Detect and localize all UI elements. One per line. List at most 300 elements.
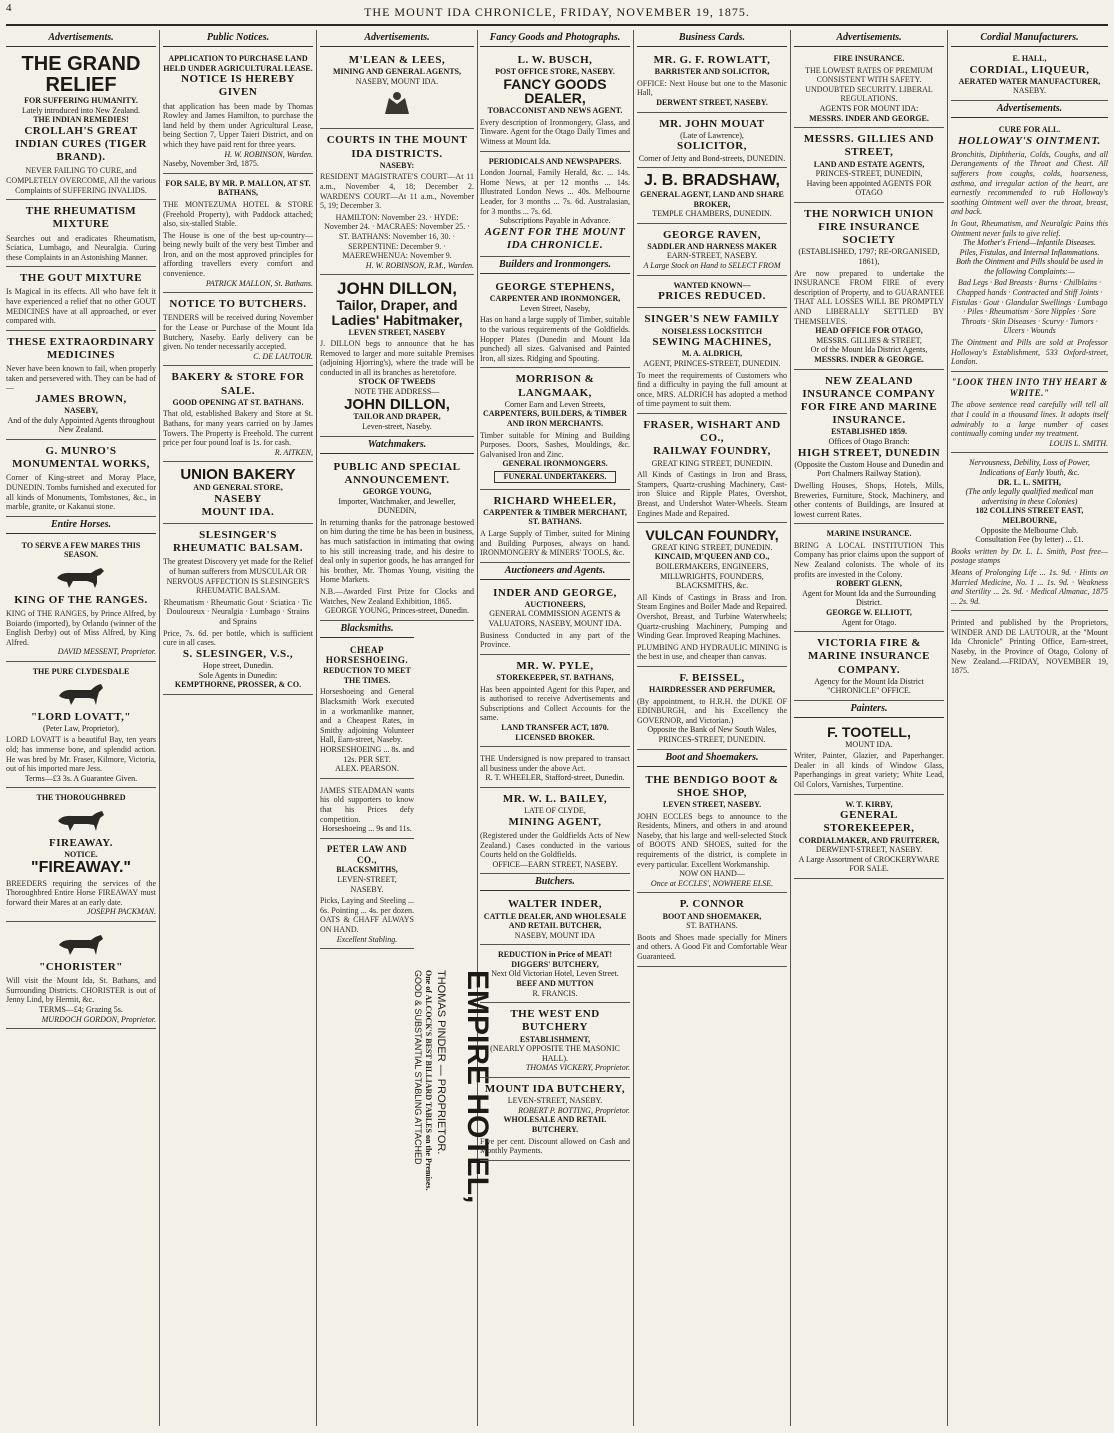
ad-address: Leven-street, Naseby. — [362, 422, 432, 431]
ad-monumental — [6, 442, 156, 517]
column-7 — [951, 30, 1108, 1426]
ad-trade: SOLICITOR, — [677, 140, 747, 153]
ad-body: Business Conducted in any part of the Province. — [480, 630, 630, 650]
ad-terms: TERMS—£4; Grazing 5s. — [39, 1004, 123, 1014]
ad-note: Sole Agents in Dunedin: — [198, 670, 278, 680]
ad-raven — [637, 226, 787, 276]
ad-subtitle: TAILOR AND DRAPER, — [353, 412, 441, 422]
ad-signature: JOSEPH PACKMAN. — [86, 907, 156, 917]
ad-note: (Opposite the Custom House and Dunedin and Port Chalmers Railway Station). — [794, 459, 944, 479]
ad-body: Searches out and eradicates Rheumatism, Sciatica, Lumbago, and Neuralgia. Curing these Complaints in an Astonishing Manner. — [6, 233, 156, 262]
ad-notice: NOTICE IS HEREBY GIVEN — [181, 73, 295, 99]
ad-victoria-insurance — [794, 634, 944, 701]
ad-agent: AGENT FOR THE MOUNT IDA CHRONICLE. — [484, 225, 626, 251]
ad-title: MR. W. L. BAILEY, — [502, 792, 608, 805]
ad-subtitle: LATE OF CLYDE, — [524, 806, 586, 816]
ad-title: THE PURE CLYDESDALE — [32, 667, 130, 677]
ad-vulcan-foundry — [637, 525, 787, 667]
ad-title: FANCY GOODS DEALER, — [503, 75, 607, 107]
ad-west-end-butchery — [480, 1005, 630, 1078]
imprint — [951, 613, 1108, 680]
section-heading: Watchmakers. — [320, 439, 474, 454]
ad-body: Every description of Ironmongery, Glass, and Tinware. Agent for the Otago Daily Times and Witness at Mount Ida. — [480, 117, 630, 146]
ad-beissel — [637, 669, 787, 750]
ad-note: Agent for Otago. — [841, 617, 897, 627]
ad-body: To meet the requirements of Customers who find a difficulty in paying the full amount at once, MRS. ALDRICH has adopted a method of time payment to suit them. — [637, 370, 787, 409]
ad-subtitle: BARRISTER AND SOLICITOR, — [654, 67, 770, 77]
section-heading: Advertisements. — [951, 103, 1108, 118]
ad-signature: GEORGE W. ELLIOTT, — [826, 608, 912, 618]
column-1 — [6, 30, 156, 1426]
ad-body: Dwelling Houses, Shops, Hotels, Mills, Breweries, Furniture, Stock, Machinery, and other contents of Buildings, are Insured at lowest current Rates. — [794, 480, 944, 519]
ad-subtitle: CATTLE DEALER, AND WHOLESALE AND RETAIL BUTCHER, — [483, 911, 627, 931]
ad-subtitle: CORDIALMAKER, AND FRUITERER, — [798, 835, 940, 845]
ad-fee: Consultation Fee (by letter) ... £1. — [975, 535, 1084, 545]
ad-rheumatism — [6, 202, 156, 267]
ad-title: THE BENDIGO BOOT & SHOE SHOP, — [645, 773, 779, 799]
ad-subtitle: FOR FIRE AND MARINE INSURANCE. — [800, 400, 938, 427]
ad-body: The Ointment and Pills are sold at Professor Holloway's Establishment, 533 Oxford-street, London. — [951, 338, 1108, 367]
ad-place: MOUNT IDA. — [845, 739, 893, 749]
ad-firm: KEMPTHORNE, PROSSER, & CO. — [174, 680, 302, 690]
ad-connor — [637, 895, 787, 966]
ad-land-application — [163, 51, 313, 174]
ad-body: JOHN ECCLES begs to announce to the Residents, Miners, and others in and around Naseby, that his large and well-selected Stock of BOOTS AND SHOES, suited for the requirements of the district, is complete in every particular. Excellent Workmanship. — [637, 811, 787, 869]
ad-note: NOTE THE ADDRESS— — [354, 387, 440, 397]
ad-body: Are now prepared to undertake the INSURANCE FROM FIRE of every description of Property, and to GUARANTEE THAT ALL LOSSES WILL BE PROMPTLY AND LIBERALLY SETTLED BY THEMSELVES. — [794, 268, 944, 326]
ad-office: Offices of Otago Branch: — [828, 436, 910, 446]
ad-body: Having been appointed AGENTS FOR OTAGO — [806, 178, 932, 198]
ad-subtitle: MINING AND GENERAL AGENTS, — [332, 67, 462, 77]
ad-title: FRASER, WISHART AND CO., — [643, 418, 781, 445]
ad-place: MOUNT IDA. — [201, 505, 275, 518]
ad-address: GREAT KING STREET, DUNEDIN. — [651, 458, 773, 468]
ad-john-dillon — [320, 277, 474, 436]
ad-body: Never have been known to fail, when properly taken and persevered with. They can be had of— — [6, 364, 156, 393]
ad-signature: H. W. ROBINSON, Warden. — [224, 149, 313, 159]
ad-note: NOW ON HAND— — [679, 869, 745, 879]
ad-lord-lovatt — [6, 664, 156, 788]
ad-title: MOUNT IDA BUTCHERY, — [484, 1083, 626, 1095]
ad-diggers-butchery — [480, 947, 630, 1003]
ad-note: Agent for Mount Ida and the Surrounding District. — [802, 588, 936, 608]
ad-title: GEORGE RAVEN, — [663, 228, 761, 241]
ad-signature: ROBERT P. BOTTING, Proprietor. — [518, 1105, 630, 1115]
ad-signature: C. DE LAUTOUR. — [253, 351, 313, 361]
ad-address: TEMPLE CHAMBERS, DUNEDIN. — [652, 209, 772, 219]
ad-body: Picks, Laying and Steeling ... 6s. Pointing ... 4s. per dozen. OATS & CHAFF ALWAYS ON HAND. — [320, 896, 414, 934]
ad-title: RICHARD WHEELER, — [493, 494, 617, 507]
ad-subtitle: LICENSED BROKER. — [515, 732, 595, 742]
ad-note: AGENTS FOR MOUNT IDA: — [819, 103, 919, 113]
section-heading: Advertisements. — [320, 32, 474, 47]
ad-body: KING of THE RANGES, by Prince Alfred, by Boiardo (imported), by Orlando (winner of the English Derby) out of Miss Alfred, by King Alfred. — [6, 609, 156, 647]
ad-name: L. W. BUSCH, — [517, 54, 593, 66]
ad-gout — [6, 269, 156, 331]
ad-title: FOR SALE, BY MR. P. MALLON, AT ST. BATHANS, — [165, 178, 311, 198]
ad-subtitle: LAND TRANSFER ACT, 1870. — [501, 723, 609, 732]
ad-body: A Large Assortment of CROCKERYWARE FOR SALE. — [798, 854, 940, 874]
ad-body: JAMES STEADMAN wants his old supporters to know that his Prices defy competition. — [320, 785, 414, 824]
ad-price: Horseshoeing ... 9s and 11s. — [322, 824, 412, 834]
ad-montezuma-sale — [163, 176, 313, 294]
ad-periodicals — [480, 154, 630, 258]
ad-address: DERWENT STREET, NASEBY. — [656, 97, 768, 107]
ad-subtitle: NOISELESS LOCKSTITCH — [661, 326, 763, 336]
ad-george-young — [320, 458, 474, 621]
ad-subtitle: FOR SUFFERING HUMANITY. — [24, 96, 138, 105]
ad-signature: PATRICK MALLON, St. Bathans. — [205, 278, 313, 288]
ad-note: (NEARLY OPPOSITE THE MASONIC HALL). — [490, 1044, 620, 1063]
ad-subtitle: SEWING MACHINES, — [652, 336, 772, 349]
ad-title: M'LEAN & LEES, — [348, 54, 446, 66]
ad-title: VULCAN FOUNDRY, — [645, 527, 779, 544]
ad-owner: (Peter Law, Proprietor), — [43, 723, 119, 733]
ad-slesinger — [163, 526, 313, 695]
ad-signature: MURDOCH GORDON, Proprietor. — [41, 1014, 156, 1024]
ad-title: GEORGE STEPHENS, — [495, 281, 615, 294]
column-divider — [947, 30, 948, 1426]
ad-subtitle: Importer, Watchmaker, and Jeweller, DUNEDIN, — [338, 496, 456, 516]
ad-subtitle: NASEBY: — [379, 160, 415, 170]
column-divider — [790, 30, 791, 1426]
ad-body: A Large Supply of Timber, suited for Mining and Building Purposes, always on hand. IRONMONGERY & MINERS' TOOLS, &c. — [480, 528, 630, 558]
ad-office: HEAD OFFICE FOR OTAGO, — [815, 326, 923, 336]
ad-pyle — [480, 657, 630, 747]
ad-body: Horseshoeing and General Blacksmith Work executed in a workmanlike manner, and a Cheapest Rates, in Smithy adjoining Volunteer Hall, Earn-street, Naseby. — [320, 687, 414, 745]
ad-body: BRING A LOCAL INSTITUTION This Company has prior claims upon the support of New Zealand colonists. The whole of its profits are invested in the Colony. — [794, 540, 944, 579]
ad-body: The above sentence read carefully will tell all that I could in a thousand lines. It adopts itself admirably to a large number of cases continually coming under my treatment. — [951, 400, 1108, 439]
ad-title: UNION BAKERY — [180, 466, 296, 484]
ad-body: All Kinds of Castings in Brass and Iron. Steam Engines and Boiler Made and Repaired. Overshot, Breast, and Turbine Waterwheels; Quartz-crushing Machinery, Pumping and Winding Gear. Improved Reaping Machines. — [637, 592, 787, 641]
ad-tootell — [794, 722, 944, 795]
ad-title: NEW ZEALAND INSURANCE COMPANY — [802, 374, 936, 400]
column-6 — [794, 30, 944, 1426]
ad-title: G. MUNRO'S MONUMENTAL WORKS, — [12, 444, 150, 471]
empire-hotel-rotated-block — [413, 960, 494, 1426]
ad-list: HAMILTON: November 23. · HYDE: November 24. · MACRAES: November 25. · ST. BATHANS: November 16, 30. · SERPENTINE: December 9. · MAEREWHENUA: November 9. — [324, 212, 470, 261]
ad-body: THE LOWEST RATES OF PREMIUM CONSISTENT WITH SAFETY. UNDOUBTED SECURITY. LIBERAL REGULATIONS. — [805, 65, 933, 104]
ad-title: VICTORIA FIRE & MARINE INSURANCE COMPANY. — [808, 637, 930, 676]
ad-butchers-notice — [163, 295, 313, 366]
ad-address: Hope street, Dunedin. — [202, 660, 274, 670]
ad-signature: R. T. WHEELER, Stafford-street, Dunedin. — [485, 773, 625, 783]
ad-firm: MESSRS. INDER AND GEORGE. — [809, 113, 929, 123]
ad-body: London Journal, Family Herald, &c. ... 14s. Home News, at per 12 months ... 14s. Illustrated London News ... 40s. Melbourne Leader, for 3 months ... 7s. 6d. Australasian, for 3 months ... 7s. 6d. — [480, 168, 630, 216]
ad-address: OFFICE—EARN STREET, NASEBY. — [492, 859, 618, 869]
ad-marine-insurance — [794, 526, 944, 632]
ad-morrison-langmaak — [480, 370, 630, 489]
ad-body: NEVER FAILING TO CURE, and COMPLETELY OVERCOME, All the various Complaints of SUFFERING INVALIDS. — [6, 166, 156, 195]
ad-body: Agency for the Mount Ida District "CHRONICLE" OFFICE. — [814, 676, 924, 696]
ad-place: NASEBY, — [64, 406, 98, 416]
ad-body: Has on hand a large supply of Timber, suitable to the various requirements of the Goldfields. Hopper Plates (Dunedin and Mount Ida punched) all sizes. Galvanised and Painted Iron, all sizes. Ridging and Spouting. — [480, 315, 630, 363]
ad-address: LEVEN STREET, NASEBY — [348, 327, 446, 337]
ad-subtitle: PRICES REDUCED. — [658, 290, 766, 303]
section-heading: Public Notices. — [163, 32, 313, 47]
ad-tag-boxed: FUNERAL UNDERTAKERS. — [494, 471, 616, 483]
ad-subtitle: THE INDIAN REMEDIES! — [33, 115, 129, 125]
ad-body: Bronchitis, Diphtheria, Colds, Coughs, and all Derangements of the Throat and Chest. All sufferers from coughs, colds, hoarseness, asthma, and irregular action of the heart, are earnestly recommended to rub Holloway's soothing Ointment well over the throat, breast, and back. — [951, 149, 1108, 217]
ad-place: NASEBY. — [1013, 86, 1046, 96]
ad-body: THE Undersigned is now prepared to transact all business under the above Act. — [480, 754, 630, 773]
ad-tag: PLUMBING AND HYDRAULIC MINING is the best in use, and cheaper than canvas. — [637, 642, 787, 662]
ad-body: Timber suitable for Mining and Building Purposes. Doors, Sashes, Mouldings, &c. Galvanised Iron and Zinc. — [480, 430, 630, 459]
ad-place: NASEBY, MOUNT IDA. — [355, 76, 439, 86]
ad-subtitle: ESTABLISHMENT, — [519, 1034, 591, 1044]
section-heading: Butchers. — [480, 876, 630, 891]
column-divider — [316, 30, 317, 1426]
ad-title: THE NORWICH UNION FIRE INSURANCE SOCIETY — [804, 207, 934, 247]
ad-subtitle: GOOD OPENING AT ST. BATHANS. — [172, 397, 304, 407]
ad-body: In returning thanks for the patronage bestowed on him during the time he has been in business, has much satisfaction in intimating that owing to his still increasing trade, and his desire to deal only in superior goods, he has arranged for his brother, Mr. Thomas Young, visiting the Home Markets. — [320, 517, 474, 585]
column-4 — [480, 30, 630, 1426]
empire-hotel-title: EMPIRE HOTEL, — [461, 970, 494, 1204]
ad-body: TENDERS will be received during November for the Lease or Purchase of the Mount Ida Butchery, Naseby. Early delivery can be given. No tender necessarily accepted. — [163, 313, 313, 352]
ad-courts — [320, 131, 474, 275]
ad-body: LORD LOVATT is a beautiful Bay, ten years old; has immense bone, and splendid action. He was bred by Mr. Fraser, Kilmore, Victoria, out of his imported mare Jess. — [6, 735, 156, 774]
ad-title: COURTS IN THE MOUNT IDA DISTRICTS. — [326, 134, 468, 160]
ad-body: (Registered under the Goldfields Acts of New Zealand.) Cases conducted in the various Courts held on the Goldfields. — [480, 830, 630, 860]
ad-trade: RAILWAY FOUNDRY, — [653, 445, 771, 458]
ad-award: N.B.—Awarded First Prize for Clocks and Watches, New Zealand Exhibition, 1865. — [320, 586, 474, 606]
ad-signature: S. SLESINGER, V.S., — [182, 647, 294, 660]
ad-grand-relief — [6, 51, 156, 200]
ad-subtitle: REDUCTION TO MEET THE TIMES. — [323, 666, 411, 685]
header-rule — [6, 24, 1108, 26]
ad-body: Is Magical in its effects. All who have felt it have experienced a relief that no other GOUT MEDICINES have at all approached, or ever compared with. — [6, 287, 156, 326]
ad-body: BREEDERS requiring the services of the Thoroughbred Entire Horse FIREAWAY must forward their Mares at an early date. — [6, 878, 156, 907]
ad-subtitle: TOBACCONIST AND NEWS AGENT. — [487, 106, 623, 116]
ad-signature: GEORGE YOUNG, Princes-street, Dunedin. — [324, 606, 470, 616]
ad-address: LEVEN-STREET, NASEBY. — [337, 874, 397, 894]
ad-title: PETER LAW AND CO., — [326, 843, 408, 865]
royal-crest-icon — [377, 90, 417, 120]
ad-title: THE GRAND RELIEF — [21, 53, 141, 96]
ad-title: THE GOUT MIXTURE — [19, 272, 143, 285]
ad-title: WALTER INDER, — [507, 898, 603, 911]
ad-title: MR. JOHN MOUAT — [659, 117, 765, 130]
ad-agent: M. A. ALDRICH, — [681, 349, 743, 359]
ad-date: Naseby, November 3rd, 1875. — [163, 159, 259, 169]
ad-title: Nervousness, Debility, Loss of Power, Indications of Early Youth, &c. — [969, 458, 1090, 477]
horse-name: FIREAWAY. — [49, 837, 113, 849]
ad-subtitle: SADDLER AND HARNESS MAKER — [647, 241, 777, 251]
ad-chorister — [6, 924, 156, 1029]
ad-signature: H. W. ROBINSON, R.M., Warden. — [365, 260, 474, 270]
horse-illustration — [51, 681, 111, 707]
ad-address: Opposite the Bank of New South Wales, PRINCES-STREET, DUNEDIN. — [647, 725, 777, 745]
ad-list: Bad Legs · Bad Breasts · Burns · Chilblains · Chapped hands · Contracted and Stiff Joints · Fistulas · Gout · Glandular Swellings · Lumbago · Piles · Rheumatism · Sore Nipples · Sore Throats · Skin Diseases · Scurvy · Tumors · Ulcers · Wounds — [951, 278, 1108, 336]
ad-address: Leven Street, Naseby, — [519, 303, 591, 313]
ad-subtitle: (The only legally qualified medical man advertising in these Colonies) — [965, 487, 1094, 506]
ad-fraser-wishart — [637, 416, 787, 523]
ad-title: J. B. BRADSHAW, — [643, 172, 780, 190]
ad-trade: GENERAL COMMISSION AGENTS & VALUATORS, NASEBY, MOUNT IDA. — [488, 609, 622, 629]
ad-product: CROLLAH'S GREAT INDIAN CURES (TIGER BRAND). — [15, 124, 147, 164]
ad-address: AGENT, PRINCES-STREET, DUNEDIN. — [643, 359, 781, 369]
ad-notice: NOTICE. — [64, 850, 98, 860]
ad-place: ST. BATHANS. — [686, 921, 738, 931]
ad-subtitle: LAND AND ESTATE AGENTS, — [813, 159, 925, 169]
section-heading: Advertisements. — [794, 32, 944, 47]
empire-hotel-stabling: GOOD & SUBSTANTIAL STABLING ATTACHED — [413, 970, 423, 1165]
ad-medicines — [6, 333, 156, 440]
section-heading: Fancy Goods and Photographs. — [480, 32, 630, 47]
ad-subtitle: CARPENTER AND IRONMONGER, — [489, 294, 621, 304]
page-title: THE MOUNT IDA CHRONICLE, FRIDAY, NOVEMBER 19, 1875. — [364, 5, 750, 19]
ad-subtitle: GENERAL AGENT, LAND AND SHARE BROKER, — [640, 189, 784, 209]
ad-body: Next Old Victorian Hotel, Leven Street. — [491, 969, 619, 979]
ad-singer — [637, 310, 787, 414]
ad-bailey — [480, 790, 630, 874]
horse-name: "CHORISTER" — [39, 960, 123, 973]
ad-title: PERIODICALS AND NEWSPAPERS. — [488, 156, 622, 166]
ad-title: THESE EXTRAORDINARY MEDICINES — [7, 335, 155, 362]
ad-title: TO SERVE A FEW MARES THIS SEASON. — [21, 540, 141, 560]
ad-fireaway — [6, 790, 156, 922]
ad-price: HORSESHOEING ... 8s. and 12s. PER SET. — [320, 745, 414, 764]
ad-body: Will visit the Mount Ida, St. Bathans, and Surrounding Districts. CHORISTER is out of Jenny Lind, by Hermit, &c. — [6, 976, 156, 1005]
ad-inder-george — [480, 584, 630, 655]
ad-mouat — [637, 115, 787, 169]
ad-trade: MINING AGENT, — [508, 815, 602, 828]
ad-mlean-lees — [320, 51, 474, 129]
section-heading: Builders and Ironmongers. — [480, 259, 630, 274]
ad-title: MARINE INSURANCE. — [826, 529, 912, 539]
ad-list-heading: Both the Ointment and Pills should be used in the following Complaints:— — [955, 257, 1104, 276]
ad-note: Opposite the Melbourne Club. — [980, 525, 1079, 535]
ad-title: PUBLIC AND SPECIAL ANNOUNCEMENT. — [333, 460, 461, 486]
ad-firm: KINCAID, M'QUEEN AND CO., — [654, 552, 770, 562]
horse-illustration — [51, 807, 111, 833]
masthead — [0, 2, 1114, 24]
ad-norwich-union — [794, 205, 944, 370]
ad-subtitle: (Late of Lawrence), — [680, 130, 744, 140]
ad-title: INDER AND GEORGE, — [493, 586, 617, 599]
section-heading: Blacksmiths. — [320, 623, 414, 638]
ad-body: A Large Stock on Hand to SELECT FROM — [643, 261, 781, 271]
ad-address: Corner Earn and Leven Streets, — [504, 399, 606, 409]
ad-body: In Gout, Rheumatism, and Neuralgic Pains this Ointment never fails to give relief. — [951, 218, 1108, 238]
ad-place: NASEBY, MOUNT IDA — [514, 930, 596, 940]
ad-signature: LOUIS L. SMITH. — [1049, 438, 1108, 448]
ad-fire-insurance — [794, 51, 944, 128]
ad-rowlatt — [637, 51, 787, 113]
ad-note: The Mother's Friend—Infantile Diseases. — [963, 238, 1096, 248]
empire-hotel-billiards: One of ALCOCK'S BEST BILLIARD TABLES on the Premises. — [424, 970, 433, 1191]
ad-mount-ida-butchery — [480, 1080, 630, 1161]
ad-big-name: "FIREAWAY." — [31, 858, 131, 876]
ad-title: CORDIAL, LIQUEUR, — [969, 63, 1090, 76]
page-number: 4 — [6, 2, 13, 14]
ad-cheap-horseshoeing — [320, 642, 414, 779]
ad-busch — [480, 51, 630, 152]
ad-terms: Terms—£3 3s. A Guarantee Given. — [24, 773, 138, 783]
ad-note: And of the duly Appointed Agents throughout New Zealand. — [7, 415, 155, 435]
ad-signature: R. AITKEN, — [274, 447, 313, 457]
ad-address: LEVEN STREET, NASEBY. — [662, 800, 762, 810]
ad-body: (By appointment, to H.R.H. the DUKE OF EDINBURGH, and his Excellency the GOVERNOR, and Victorian.) — [637, 696, 787, 725]
ad-title: F. BEISSEL, — [679, 671, 745, 684]
ad-title: APPLICATION TO PURCHASE LAND HELD UNDER AGRICULTURAL LEASE. — [163, 54, 313, 73]
ad-title: REDUCTION in Price of MEAT! — [497, 950, 613, 960]
section-heading: Painters. — [794, 703, 944, 718]
ad-stock: STOCK OF TWEEDS — [358, 377, 436, 387]
ad-title: NOTICE TO BUTCHERS. — [169, 298, 307, 311]
ad-subtitle: FIRE INSURANCE. — [833, 54, 905, 63]
ad-bradshaw — [637, 170, 787, 224]
ad-subtitle: AUCTIONEERS, — [524, 599, 586, 609]
ad-note: Piles, Fistulas, and Internal Inflammations. — [959, 247, 1100, 257]
ad-wheeler-broker — [480, 749, 630, 788]
ad-body: Writer, Painter, Glazier, and Paperhanger. Dealer in all kinds of Window Glass, Paperhangings in great variety; White Lead, Oil Colors, Varnishes, Turpentine. — [794, 751, 944, 790]
ad-address: 182 COLLINS STREET EAST, MELBOURNE, — [975, 506, 1084, 525]
ad-agent: JAMES BROWN, — [35, 393, 127, 405]
ad-signature: MESSRS. INDER & GEORGE. — [814, 355, 924, 364]
ad-name: JOHN DILLON, — [344, 395, 450, 413]
ad-body: RESIDENT MAGISTRATE'S COURT—At 11 a.m., November 4, 18; December 2. WARDEN'S COURT—At 11 a.m., November 5, 19; December 3. — [320, 172, 474, 211]
ad-wanted-known — [637, 278, 787, 309]
ad-body: Books written by Dr. L. L. Smith, Post free—postage stamps — [951, 546, 1108, 566]
ad-subtitle: BOOT AND SHOEMAKER, — [662, 911, 762, 921]
ad-title: MORRISON & LANGMAAK, — [515, 373, 595, 399]
ad-title: MESSRS. GILLIES AND STREET, — [803, 133, 935, 159]
horse-illustration — [51, 564, 111, 590]
ad-subtitle: CARPENTER & TIMBER MERCHANT, ST. BATHANS. — [483, 507, 627, 527]
ad-walter-inder — [480, 895, 630, 945]
ad-signature: Once at ECCLES', NOWHERE ELSE. — [650, 878, 774, 888]
ad-address: PRINCES-STREET, DUNEDIN, — [815, 169, 923, 179]
ad-name: W. T. KIRBY, — [845, 799, 893, 809]
ad-subtitle: CARPENTERS, BUILDERS, & TIMBER AND IRON MERCHANTS. — [482, 409, 628, 428]
section-heading: Boot and Shoemakers. — [637, 752, 787, 767]
ad-note: Or of the Mount Ida District Agents, — [810, 345, 928, 355]
section-heading: Advertisements. — [6, 32, 156, 47]
ad-foot: Excellent Stabling. — [336, 934, 398, 944]
ad-address: HIGH STREET, DUNEDIN — [797, 446, 941, 459]
ad-signature: THOMAS VICKERY, Proprietor. — [525, 1063, 630, 1073]
ad-signature: R. FRANCIS. — [532, 988, 578, 998]
ad-subtitle: BEEF AND MUTTON — [516, 979, 594, 989]
section-heading: Auctioneers and Agents. — [480, 565, 630, 580]
ad-union-bakery — [163, 464, 313, 524]
ad-empire-hotel — [413, 960, 494, 1426]
ad-address: LEVEN-STREET, NASEBY. — [507, 1096, 603, 1106]
ad-note: Subscriptions Payable in Advance. — [499, 216, 611, 226]
ad-title: THE WEST END BUTCHERY — [510, 1008, 600, 1034]
ad-place: NASEBY — [214, 492, 262, 505]
ad-bakery-sale — [163, 368, 313, 462]
column-5 — [637, 30, 787, 1426]
ad-body: THE MONTEZUMA HOTEL & STORE (Freehold Property), with Paddock attached; also, six-stalled Stable. — [163, 199, 313, 229]
section-heading: Business Cards. — [637, 32, 787, 47]
ad-kirby — [794, 797, 944, 879]
ad-name: E. HALL, — [1012, 54, 1047, 63]
ad-title: BAKERY & STORE FOR SALE. — [171, 371, 305, 397]
ad-title: SINGER'S NEW FAMILY — [644, 313, 780, 326]
ad-title: "LOOK THEN INTO THY HEART & WRITE." — [951, 376, 1108, 398]
ad-price: Price, 7s. 6d. per bottle, which is sufficient cure in all cases. — [163, 628, 313, 648]
ad-title: GENERAL STOREKEEPER, — [823, 809, 915, 835]
ad-address: EARN-STREET, NASEBY. — [666, 251, 758, 261]
ad-george-stephens — [480, 278, 630, 368]
ad-title: F. TOOTELL, — [827, 723, 911, 740]
ad-established: ESTABLISHED 1859. — [831, 427, 907, 437]
ad-body: The greatest Discovery yet made for the Relief of human sufferers from MUSCULAR OR NERVOUS AFFECTION IS SLESINGER'S RHEUMATIC BALSAM. — [163, 557, 313, 596]
ad-title: MR. W. PYLE, — [516, 659, 594, 672]
ad-title: P. CONNOR — [679, 898, 745, 911]
